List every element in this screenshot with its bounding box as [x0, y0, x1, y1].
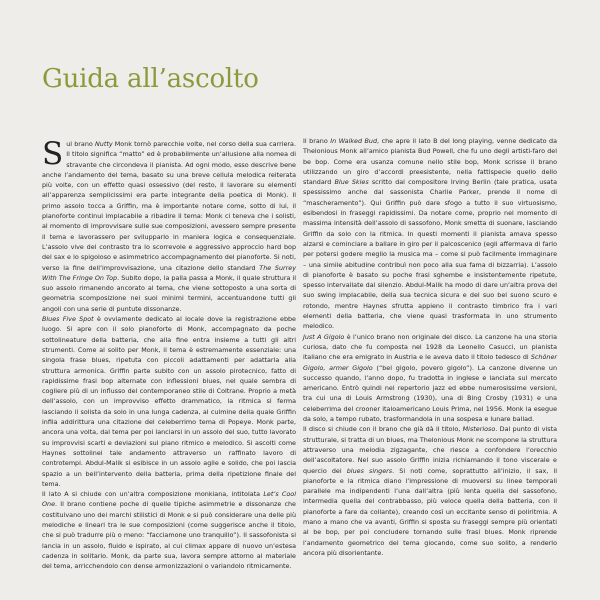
song-title: Blues Five Spot — [42, 315, 94, 324]
text: ul brano — [66, 140, 95, 148]
text: . Il brano contiene poche di quelle tipiche asimmetrie e dissonanze che costituivano uno dei marchi stilistici di Monk e si può considerare una delle più melodiche e lineari tra le sue composizioni (come suggerisce anche il titolo, che si può tradurre più o meno: “facciamone uno tranquillo”). Il sassofonista si lancia in un assolo, fluido e ispirato, al cui climax appare di nuovo un’estesa cadenza in solitario. Monk, da parte sua, lavora sempre attorno al materiale del tema, arricchendolo con dense armonizzazioni o variandolo ritmicamente. — [42, 500, 296, 571]
song-title: Blue Skies — [334, 178, 369, 187]
text: scritto dal compositore Irving Berlin (tale pratica, usata spessissimo anche dal sassonista Charlie Parker, prende il nome di “mascheramento”). Qui Griffin può dare sfogo a tutto il suo virtuosismo, esibendosi in fraseggi rapidissimi. Da notare come, proprio nel momento di massima intensità dell’assolo di sassofono, Monk smetta di suonare, lasciando Griffin da solo con la ritmica. In questi momenti il pianista amava spesso alzarsi e cominciare a ballare in giro per il palcoscenico (egli affermava di farlo per potersi godere meglio la musica ma – come si può facilmente immaginare – una simile abitudine contribuì non poco alla sua fama di bizzarria). L’assolo di pianoforte è basato su poche frasi sghembe e insistentemente ripetute, spesso intervallate dal silenzio. Abdul-Malik ha modo di dare un’altra prova del suo swing implacabile, della sua tecnica sicura e del suo bel suono scuro e rotondo, mentre Haynes sfrutta appieno il contrasto timbrico fra i vari elementi della batteria, che viene quasi trasformata in uno strumento melodico. — [303, 178, 557, 331]
left-column — [42, 136, 296, 571]
song-title: The Surrey With The Fringe On Top — [42, 263, 296, 282]
paragraph-misterioso — [303, 424, 557, 558]
text: . Subito dopo, la palla passa a Monk, il quale struttura il suo assolo rimanendo ancorato al tema, che viene sottoposto a una sorta di geometria scomposizione nei suoi minimi termini, accentuandone tutti gli angoli con una serie di puntute dissonanze. — [42, 273, 296, 313]
song-title: Let’s Cool One — [42, 490, 296, 509]
text: Monk tornò parecchie volte, nel corso della sua carriera. Il titolo significa “matto” ed è probabilmente un’allusione alla nomea di stravante che circondeva il pianista. Ad ogni modo, esso descrive bene anche l’andamento del tema, basato su una breve cellula melodica reiterata più volte, con un effetto quasi ossessivo (del resto, il lavorare su elementi all’apparenza semplicissimi era parte integrante della poetica di Monk). Il primo assolo tocca a Griffin, ma è importante notare come, sotto di lui, il pianoforte continui implacabile a ribadire il tema: Monk ci teneva che i solisti, al momento di improvvisare sulle sue composizioni, avessero sempre presente il tema e lavorassero per svilupparlo in maniera logica e consequenziale. L’assolo vive del contrasto tra lo scorrevole e aggressivo approccio hard bop del sax e lo spigoloso e asimmetrico accompagnamento del pianoforte. Si noti, verso la fine dell’improvvisazione, una citazione dello standard — [42, 140, 296, 272]
paragraph-just-a-gigolo — [303, 332, 557, 425]
song-title: Just A Gigolo — [303, 332, 345, 341]
emphasis: blues singers — [346, 466, 393, 475]
paragraph-lets-cool-one — [42, 489, 296, 571]
song-title: Nutty — [94, 140, 113, 148]
text: Il disco si chiude con il brano che già dà il titolo, — [303, 425, 463, 434]
text: è ovviamente dedicato al locale dove la registrazione ebbe luogo. Si apre con il solo pianoforte di Monk, accompagnato da poche sottolineature della batteria, che alla fine entra insieme a tutti gli altri strumenti. Come al solito per Monk, il tema è estremamente essenziale: una singola frase blues, ripetuta con piccoli adattamenti per adattarla alla struttura armonica. Griffin parte subito con un assolo pirotecnico, fatto di rapidissime frasi bop alternate con inflessioni blues, nel quale sembra di cogliere più di un influsso del contemporaneo stile di Coltrane. Proprio a metà dell’assolo, con un improvviso effetto drammatico, la ritmica si ferma lasciando il solista da solo in una lunga cadenza, al culmine della quale Griffin infila addirittura una citazione del celeberrimo tema di Popeye. Monk parte, ancora una volta, dal tema per poi lanciarsi in un assolo del suo, tutto lavorato su improvvisi scarti e deviazioni sul piano ritmico e melodico. Si ascolti come Haynes sottolinei tale andamento attraverso un raffinato lavoro di controtempi. Abdul-Malik si esibisce in un assolo agile e solido, che poi lascia spazio a un bell’intervento della batteria, prima della ripetizione finale del tema. — [42, 315, 296, 488]
song-title: Schöner Gigolo, armer Gigolo — [303, 353, 557, 372]
text: Il lato A si chiude con un’altra composizione monkiana, intitolata — [42, 490, 264, 499]
drop-cap: S — [42, 136, 64, 172]
paragraph-in-walked-bud — [303, 136, 557, 332]
text: . Si noti come, soprattutto all’inizio, il sax, il pianoforte e la ritmica diano l’impressione di muoversi su linee temporali parallele ma indipendenti l’una dall’altra (più lenta quella del sassofono, intermedia quella del contrabbasso, più veloce quella della batteria, con il pianoforte a fare da collante), creando così un eccitante senso di poliritmia. A mano a mano che va avanti, Griffin si sposta su fraseggi sempre più orientati al be bop, per poi concludere tornando sulle frasi blues. Monk riprende l’andamento geometrico del tema giocando, come suo solito, a renderlo ancora più disorientante. — [303, 466, 557, 557]
text: . Dal punto di vista strutturale, si tratta di un blues, ma Thelonious Monk ne scompone la struttura attraverso una melodia zigzagante, che riesce a confondere l’orecchio dell’ascoltatore. Nel suo assolo Griffin inizia richiamando il tono viscerale e quercio dei — [303, 425, 558, 475]
song-title: Misterioso — [462, 425, 496, 434]
page-title: Guida all’ascolto — [42, 64, 259, 94]
text: Il brano — [303, 137, 331, 145]
paragraph-nutty — [42, 136, 296, 314]
text: , che apre il lato B del long playing, venne dedicato da Thelonious Monk all’amico pianista Bud Powell, che fu uno degli artisti-faro del be bop. Come era usanza comune nello stile bop, Monk scrisse il brano utilizzando un giro d’accordi preesistente, nella fattispecie quello dello standard — [303, 137, 557, 187]
text: è l’unico brano non originale del disco. La canzone ha una storia curiosa, dato che fu composta nel 1928 da Leonello Casucci, un pianista italiano che era emigrato in Austria e le aveva dato il titolo tedesco di — [303, 332, 557, 362]
right-column — [303, 136, 557, 558]
paragraph-blues-five-spot — [42, 314, 296, 489]
text: (“bel gigolo, povero gigolo”). La canzone divenne un successo quando, l’anno dopo, fu tradotta in inglese e lanciata sul mercato americano. Entrò quindi nel repertorio jazz ed ebbe numerosissime versioni, tra cui una di Louis Armstrong (1930), una di Bing Crosby (1931) e una celeberrima del crooner italoamericano Louis Prima, nel 1956. Monk la esegue da solo, a tempo rubato, trasformandola in una sospesa e lunare ballad. — [303, 363, 557, 424]
song-title: In Walked Bud — [330, 137, 378, 145]
